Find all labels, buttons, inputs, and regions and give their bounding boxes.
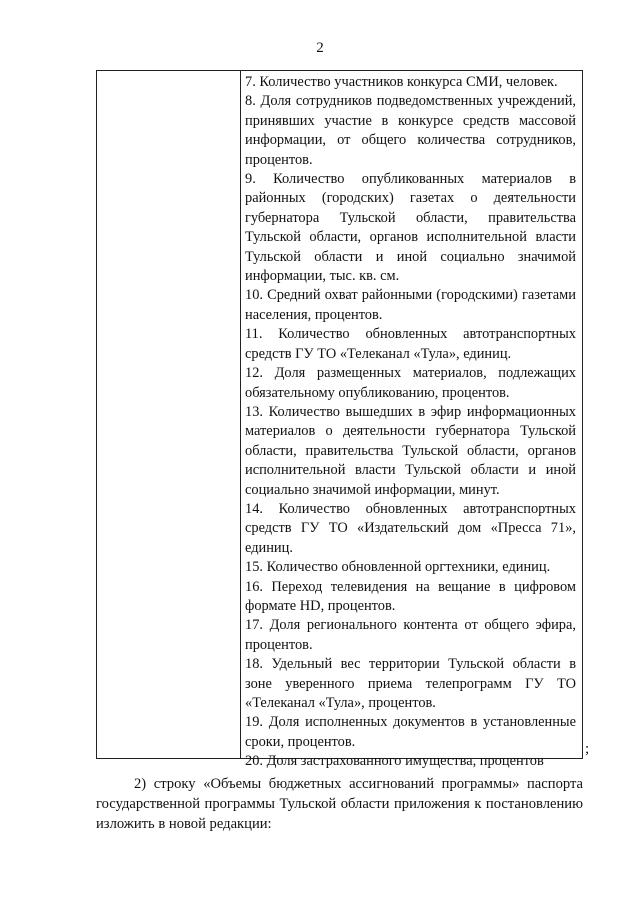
indicator-item: 17. Доля регионального контента от общего эфира, процентов. [245, 617, 576, 653]
indicator-item: 18. Удельный вес территории Тульской области в зоне уверенного приема телепрограмм ГУ ТО «Телеканал «Тула», процентов. [245, 656, 576, 711]
indicator-item: 12. Доля размещенных материалов, подлежащих обязательному опубликованию, процентов. [245, 365, 576, 401]
indicator-item: 15. Количество обновленной оргтехники, единиц. [245, 559, 551, 576]
page-number: 2 [316, 40, 324, 56]
indicator-item: 16. Переход телевидения на вещание в цифровом формате HD, процентов. [245, 578, 576, 614]
indicator-item: 20. Доля застрахованного имущества, процентов [245, 753, 544, 770]
indicator-item: 9. Количество опубликованных материалов в районных (городских) газетах о деятельности губернатора Тульской области, правительства Тульской области, органов исполнительной власти Тульской области и иной социально значимой информации, тыс. кв. см. [245, 171, 576, 285]
body-paragraph: 2) строку «Объемы бюджетных ассигнований программы» паспорта государственной программы Тульской области приложения к постановлению изложить в новой редакции: [96, 776, 583, 832]
table-end-semicolon: ; [585, 741, 590, 757]
indicator-item: 13. Количество вышедших в эфир информационных материалов о деятельности губернатора Тульской области, правительства Тульской области, органов исполнительной власти Тульской области и иной социально значимой информации, минут. [245, 403, 576, 498]
indicator-item: 19. Доля исполненных документов в установленные сроки, процентов. [245, 714, 576, 750]
indicator-item: 14. Количество обновленных автотранспортных средств ГУ ТО «Издательский дом «Пресса 71», единиц. [245, 500, 576, 556]
indicator-item: 8. Доля сотрудников подведомственных учреждений, принявших участие в конкурсе средств массовой информации, от общего количества сотрудников, процентов. [245, 93, 576, 168]
table-right-column [241, 71, 582, 770]
table-left-column [97, 71, 241, 758]
indicator-item: 7. Количество участников конкурса СМИ, человек. [245, 74, 558, 90]
indicator-item: 11. Количество обновленных автотранспортных средств ГУ ТО «Телеканал «Тула», единиц. [245, 326, 576, 362]
indicators-table [96, 70, 583, 770]
indicator-item: 10. Средний охват районными (городскими) газетами населения, процентов. [245, 287, 576, 323]
